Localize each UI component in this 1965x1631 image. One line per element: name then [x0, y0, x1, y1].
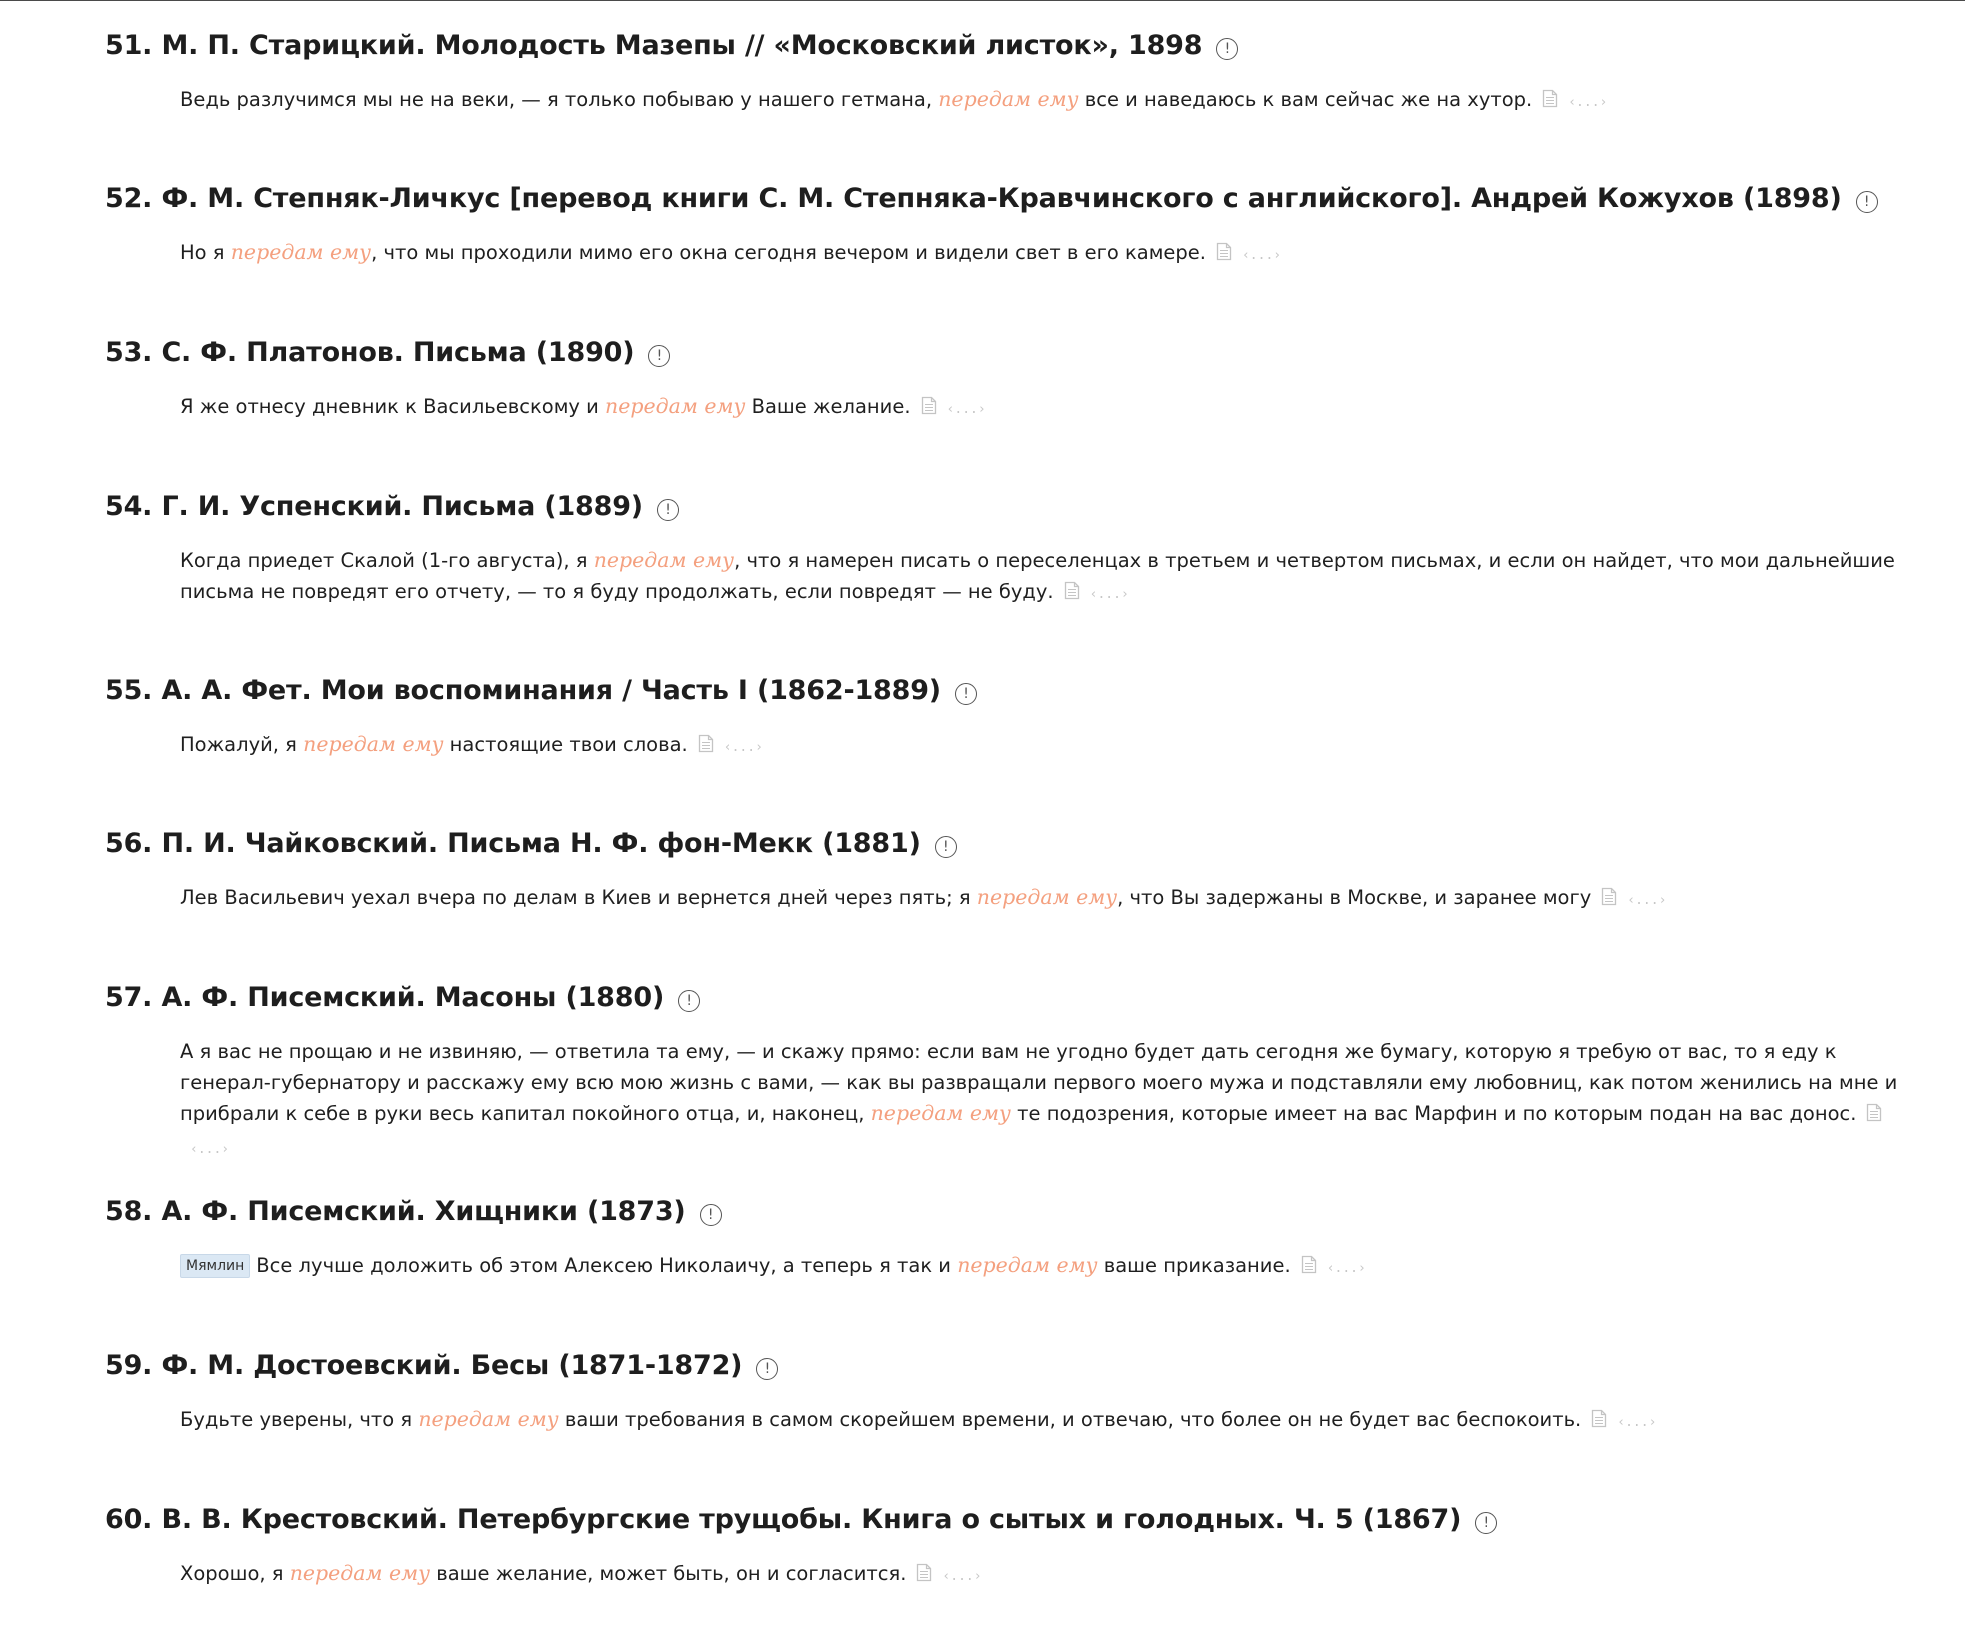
result-number: 58. [105, 1196, 153, 1227]
result-title[interactable] [105, 181, 1905, 217]
expand-context-icon[interactable]: ‹...› [1568, 95, 1608, 110]
result-snippet [180, 84, 1900, 118]
result-title[interactable] [105, 335, 1905, 371]
snippet-text: Ваше желание. [745, 395, 911, 418]
info-icon[interactable]: ! [756, 1358, 778, 1380]
highlighted-match: передам ему [593, 548, 735, 572]
result-entry [105, 1348, 1905, 1438]
highlighted-match: передам ему [418, 1407, 559, 1431]
snippet-text: ваше приказание. [1097, 1254, 1291, 1277]
document-icon[interactable] [1542, 86, 1558, 117]
highlighted-match: передам ему [976, 885, 1118, 909]
result-entry [105, 673, 1905, 763]
result-title[interactable] [105, 489, 1905, 525]
expand-context-icon[interactable]: ‹...› [942, 1569, 982, 1584]
document-icon[interactable] [916, 1560, 932, 1591]
result-title[interactable] [105, 28, 1905, 64]
result-entry [105, 181, 1905, 271]
snippet-text: Но я [180, 241, 231, 264]
highlighted-match: передам ему [938, 87, 1079, 111]
result-entry [105, 826, 1905, 916]
snippet-text: Пожалуй, я [180, 733, 304, 756]
info-icon[interactable]: ! [657, 499, 679, 521]
document-icon[interactable] [1591, 1406, 1607, 1437]
expand-context-icon[interactable]: ‹...› [946, 402, 986, 417]
highlighted-match: передам ему [870, 1101, 1011, 1125]
result-number: 55. [105, 675, 153, 706]
result-title[interactable] [105, 673, 1905, 709]
snippet-text: А я вас не прощаю и не извиняю, — ответила та ему, — и скажу прямо: если вам не угодно будет дать сегодня же бумагу, которую я требую от вас, то я еду к генерал-губернатору и расскажу ему всю мою жизнь с вами, — как вы развращали первого моего мужа и подставляли ему любовниц, как потом женились на мне и прибрали к себе в руки весь капитал покойного отца, и, наконец, [180, 1040, 1898, 1125]
snippet-text: Будьте уверены, что я [180, 1408, 419, 1431]
highlighted-match: передам ему [605, 394, 746, 418]
expand-context-icon[interactable]: ‹...› [723, 740, 763, 755]
result-snippet [180, 1250, 1900, 1284]
snippet-text: все и наведаюсь к вам сейчас же на хутор. [1078, 88, 1533, 111]
result-number: 53. [105, 337, 153, 368]
result-title[interactable] [105, 1194, 1905, 1230]
result-entry [105, 1194, 1905, 1284]
expand-context-icon[interactable]: ‹...› [1241, 248, 1282, 263]
snippet-text: Хорошо, я [180, 1562, 290, 1585]
result-number: 54. [105, 491, 153, 522]
result-entry [105, 1502, 1905, 1592]
expand-context-icon[interactable]: ‹...› [190, 1142, 230, 1157]
result-entry [105, 28, 1905, 118]
result-entry [105, 335, 1905, 425]
result-number: 51. [105, 30, 153, 61]
result-title[interactable] [105, 1348, 1905, 1384]
snippet-text: , что мы проходили мимо его окна сегодня вечером и видели свет в его камере. [371, 241, 1206, 264]
snippet-text: , что я намерен писать о переселенцах в третьем и четвертом письмах, и если он найдет, что мои дальнейшие письма не повредят его отчету, — то я буду продолжать, если повредят — не буду. [180, 549, 1895, 603]
document-icon[interactable] [921, 393, 937, 424]
result-title-text[interactable]: С. Ф. Платонов. Письма (1890) [161, 337, 635, 368]
result-title[interactable] [105, 980, 1905, 1016]
result-number: 60. [105, 1504, 153, 1535]
snippet-text: ваше желание, может быть, он и согласится. [430, 1562, 907, 1585]
snippet-text: ваши требования в самом скорейшем времени, и отвечаю, что более он не будет вас беспокоить. [558, 1408, 1582, 1431]
result-snippet [180, 1558, 1900, 1592]
result-title-text[interactable]: М. П. Старицкий. Молодость Мазепы // «Московский листок», 1898 [161, 30, 1203, 61]
result-title-text[interactable]: Ф. М. Степняк-Личкус [перевод книги С. М. Степняка-Кравчинского с английского]. Андрей Кожухов (1898) [161, 183, 1842, 214]
document-icon[interactable] [698, 731, 714, 762]
document-icon[interactable] [1301, 1252, 1317, 1283]
result-number: 57. [105, 982, 153, 1013]
result-title[interactable] [105, 826, 1905, 862]
snippet-text: те подозрения, которые имеет на вас Марфин и по которым подан на вас донос. [1010, 1102, 1857, 1125]
result-title-text[interactable]: Г. И. Успенский. Письма (1889) [161, 491, 643, 522]
info-icon[interactable]: ! [1475, 1512, 1497, 1534]
result-snippet [180, 1036, 1900, 1165]
result-title-text[interactable]: А. Ф. Писемский. Масоны (1880) [161, 982, 665, 1013]
snippet-text: Я же отнесу дневник к Васильевскому и [180, 395, 606, 418]
snippet-text: Лев Васильевич уехал вчера по делам в Киев и вернется дней через пять; я [180, 886, 977, 909]
result-number: 56. [105, 828, 153, 859]
snippet-text: настоящие твои слова. [443, 733, 688, 756]
info-icon[interactable]: ! [955, 683, 977, 705]
speaker-tag: Мямлин [180, 1254, 250, 1278]
highlighted-match: передам ему [957, 1253, 1098, 1277]
result-title-text[interactable]: Ф. М. Достоевский. Бесы (1871-1872) [161, 1350, 743, 1381]
snippet-text: Ведь разлучимся мы не на веки, — я только побываю у нашего гетмана, [180, 88, 939, 111]
expand-context-icon[interactable]: ‹...› [1617, 1415, 1657, 1430]
result-snippet [180, 1404, 1900, 1438]
snippet-text: Все лучше доложить об этом Алексею Николаичу, а теперь я так и [256, 1254, 958, 1277]
info-icon[interactable]: ! [1216, 38, 1238, 60]
highlighted-match: передам ему [303, 732, 444, 756]
document-icon[interactable] [1866, 1100, 1882, 1131]
highlighted-match: передам ему [230, 240, 372, 264]
info-icon[interactable]: ! [700, 1204, 722, 1226]
result-entry [105, 980, 1905, 1165]
result-title[interactable] [105, 1502, 1905, 1538]
result-number: 52. [105, 183, 153, 214]
result-title-text[interactable]: А. Ф. Писемский. Хищники (1873) [161, 1196, 686, 1227]
document-icon[interactable] [1601, 884, 1617, 915]
expand-context-icon[interactable]: ‹...› [1089, 587, 1129, 602]
result-number: 59. [105, 1350, 153, 1381]
info-icon[interactable]: ! [935, 836, 957, 858]
result-snippet [180, 882, 1900, 916]
result-snippet [180, 237, 1900, 271]
result-title-text[interactable]: П. И. Чайковский. Письма Н. Ф. фон-Мекк (1881) [161, 828, 921, 859]
highlighted-match: передам ему [289, 1561, 431, 1585]
info-icon[interactable]: ! [648, 345, 670, 367]
result-snippet [180, 729, 1900, 763]
result-title-text[interactable]: А. А. Фет. Мои воспоминания / Часть I (1862-1889) [161, 675, 941, 706]
info-icon[interactable]: ! [678, 990, 700, 1012]
snippet-text: , что Вы задержаны в Москве, и заранее могу [1117, 886, 1592, 909]
result-snippet [180, 545, 1900, 610]
result-snippet [180, 391, 1900, 425]
result-title-text[interactable]: В. В. Крестовский. Петербургские трущобы. Книга о сытых и голодных. Ч. 5 (1867) [161, 1504, 1462, 1535]
snippet-text: Когда приедет Скалой (1-го августа), я [180, 549, 594, 572]
document-icon[interactable] [1064, 578, 1080, 609]
info-icon[interactable]: ! [1856, 191, 1878, 213]
document-icon[interactable] [1216, 239, 1232, 270]
expand-context-icon[interactable]: ‹...› [1627, 893, 1667, 908]
expand-context-icon[interactable]: ‹...› [1326, 1261, 1366, 1276]
result-entry [105, 489, 1905, 610]
